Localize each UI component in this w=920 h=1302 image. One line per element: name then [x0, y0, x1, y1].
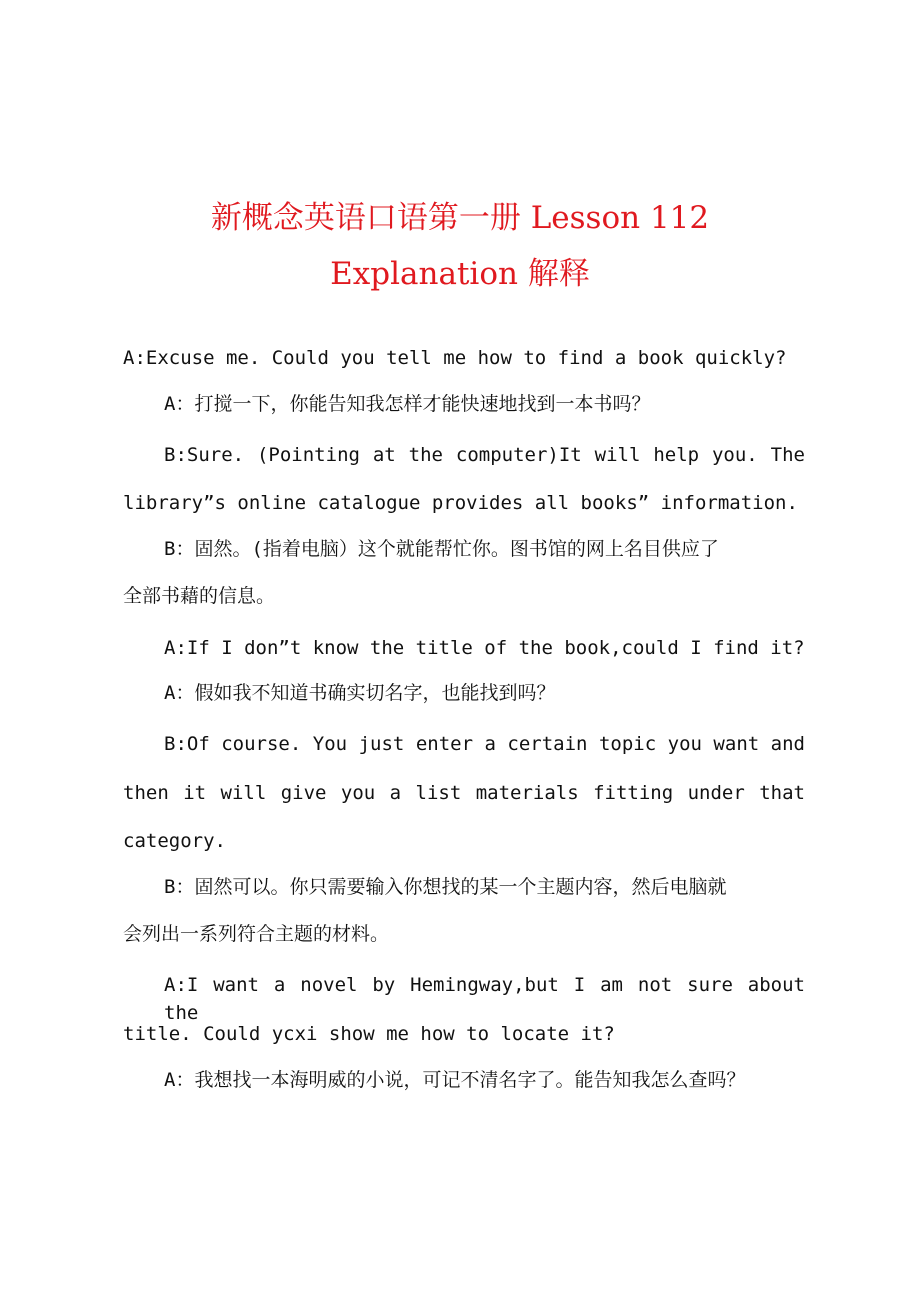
dialogue-line-15: title. Could ycxi show me how to locate it?: [123, 1023, 615, 1045]
dialogue-line-7: A:If I don”t know the title of the book,could I find it?: [164, 637, 805, 659]
dialogue-line-3: B:Sure. (Pointing at the computer)It will help you. The: [164, 444, 805, 466]
dialogue-line-5: B：固然。(指着电脑）这个就能帮忙你。图书馆的网上名目供应了: [164, 538, 719, 560]
dialogue-line-10: then it will give you a list materials fitting under that: [123, 782, 805, 804]
dialogue-line-8: A：假如我不知道书确实切名字，也能找到吗？: [164, 682, 556, 704]
dialogue-line-14: A:I want a novel by Hemingway,but I am not sure about the: [164, 974, 805, 1024]
dialogue-line-4: library”s online catalogue provides all books” information.: [123, 492, 798, 514]
dialogue-line-9: B:Of course. You just enter a certain topic you want and: [164, 733, 805, 755]
dialogue-line-12: B：固然可以。你只需要输入你想找的某一个主题内容，然后电脑就: [164, 876, 727, 898]
document-title-line-2: Explanation 解释: [330, 256, 590, 292]
dialogue-line-11: category.: [123, 830, 226, 852]
document-title-line-1: 新概念英语口语第一册 Lesson 112: [210, 200, 710, 236]
dialogue-line-2: A：打搅一下，你能告知我怎样才能快速地找到一本书吗？: [164, 393, 651, 415]
dialogue-line-13: 会列出一系列符合主题的材料。: [123, 923, 390, 945]
dialogue-line-16: A：我想找一本海明威的小说，可记不清名字了。能告知我怎么查吗？: [164, 1069, 746, 1091]
dialogue-line-1: A:Excuse me. Could you tell me how to find a book quickly?: [123, 347, 787, 369]
dialogue-line-6: 全部书藉的信息。: [123, 585, 276, 607]
